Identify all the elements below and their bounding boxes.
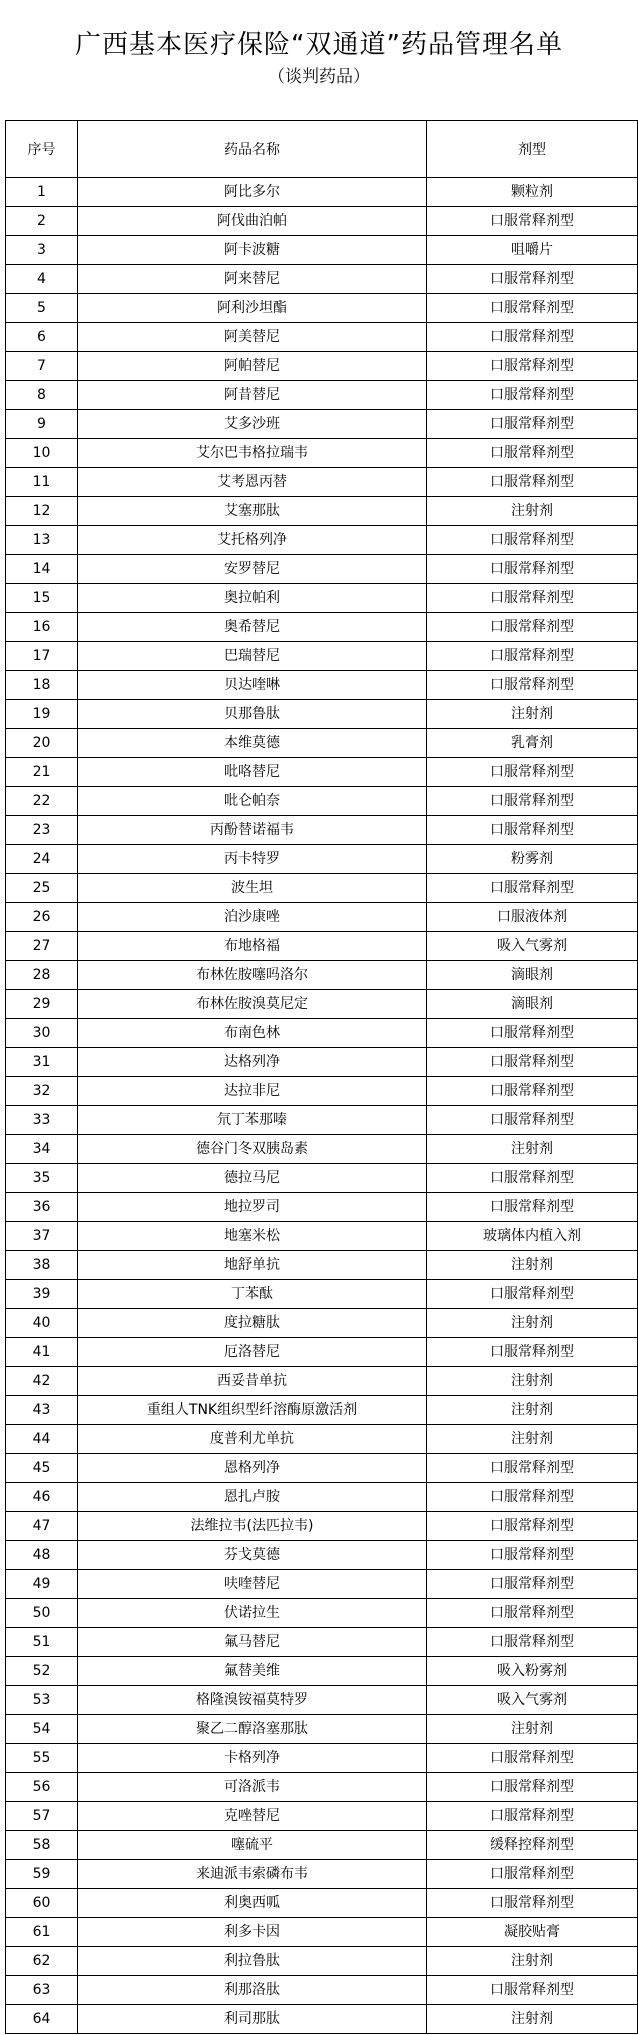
cell-serial-number: 15 xyxy=(6,584,78,613)
cell-serial-number: 41 xyxy=(6,1338,78,1367)
cell-dosage-form: 凝胶贴膏 xyxy=(427,1918,638,1947)
cell-serial-number: 58 xyxy=(6,1831,78,1860)
table-row xyxy=(6,874,638,903)
table-row xyxy=(6,1541,638,1570)
cell-serial-number: 26 xyxy=(6,903,78,932)
cell-dosage-form: 口服常释剂型 xyxy=(427,758,638,787)
cell-drug-name: 法维拉韦(法匹拉韦) xyxy=(78,1512,427,1541)
cell-drug-name: 奥希替尼 xyxy=(78,613,427,642)
cell-serial-number: 10 xyxy=(6,439,78,468)
table-row xyxy=(6,381,638,410)
cell-drug-name: 奥拉帕利 xyxy=(78,584,427,613)
cell-serial-number: 29 xyxy=(6,990,78,1019)
table-row xyxy=(6,700,638,729)
table-row xyxy=(6,1657,638,1686)
cell-serial-number: 63 xyxy=(6,1976,78,2005)
cell-dosage-form: 口服常释剂型 xyxy=(427,265,638,294)
cell-dosage-form: 口服常释剂型 xyxy=(427,1628,638,1657)
table-row xyxy=(6,439,638,468)
cell-dosage-form: 口服常释剂型 xyxy=(427,1019,638,1048)
cell-drug-name: 氟马替尼 xyxy=(78,1628,427,1657)
cell-dosage-form: 咀嚼片 xyxy=(427,236,638,265)
cell-serial-number: 13 xyxy=(6,526,78,555)
cell-serial-number: 55 xyxy=(6,1744,78,1773)
cell-dosage-form: 口服常释剂型 xyxy=(427,1280,638,1309)
cell-dosage-form: 粉雾剂 xyxy=(427,845,638,874)
cell-serial-number: 23 xyxy=(6,816,78,845)
table-row xyxy=(6,1483,638,1512)
cell-drug-name: 德拉马尼 xyxy=(78,1164,427,1193)
table-row xyxy=(6,903,638,932)
table-row xyxy=(6,1889,638,1918)
table-row xyxy=(6,1860,638,1889)
table-row xyxy=(6,1715,638,1744)
table-row xyxy=(6,1831,638,1860)
cell-drug-name: 度普利尤单抗 xyxy=(78,1425,427,1454)
cell-serial-number: 49 xyxy=(6,1570,78,1599)
table-row xyxy=(6,1918,638,1947)
cell-dosage-form: 口服常释剂型 xyxy=(427,816,638,845)
cell-serial-number: 53 xyxy=(6,1686,78,1715)
table-row xyxy=(6,816,638,845)
cell-serial-number: 36 xyxy=(6,1193,78,1222)
cell-serial-number: 6 xyxy=(6,323,78,352)
cell-dosage-form: 滴眼剂 xyxy=(427,990,638,1019)
cell-dosage-form: 注射剂 xyxy=(427,1947,638,1976)
cell-dosage-form: 口服常释剂型 xyxy=(427,555,638,584)
cell-dosage-form: 口服常释剂型 xyxy=(427,1338,638,1367)
cell-drug-name: 丙卡特罗 xyxy=(78,845,427,874)
cell-drug-name: 阿帕替尼 xyxy=(78,352,427,381)
table-row xyxy=(6,1512,638,1541)
table-row xyxy=(6,1570,638,1599)
table-row xyxy=(6,1164,638,1193)
cell-serial-number: 7 xyxy=(6,352,78,381)
cell-drug-name: 芬戈莫德 xyxy=(78,1541,427,1570)
table-row xyxy=(6,1280,638,1309)
cell-dosage-form: 口服常释剂型 xyxy=(427,1976,638,2005)
cell-dosage-form: 注射剂 xyxy=(427,497,638,526)
table-row xyxy=(6,526,638,555)
cell-drug-name: 氘丁苯那嗪 xyxy=(78,1106,427,1135)
cell-drug-name: 厄洛替尼 xyxy=(78,1338,427,1367)
cell-drug-name: 度拉糖肽 xyxy=(78,1309,427,1338)
cell-dosage-form: 口服常释剂型 xyxy=(427,1106,638,1135)
header-drug-name: 药品名称 xyxy=(78,121,427,178)
cell-dosage-form: 注射剂 xyxy=(427,2005,638,2034)
cell-serial-number: 64 xyxy=(6,2005,78,2034)
cell-drug-name: 阿比多尔 xyxy=(78,178,427,207)
cell-serial-number: 27 xyxy=(6,932,78,961)
cell-drug-name: 贝达喹啉 xyxy=(78,671,427,700)
cell-drug-name: 本维莫德 xyxy=(78,729,427,758)
table-row xyxy=(6,961,638,990)
cell-serial-number: 59 xyxy=(6,1860,78,1889)
cell-drug-name: 氟替美维 xyxy=(78,1657,427,1686)
cell-drug-name: 艾塞那肽 xyxy=(78,497,427,526)
cell-serial-number: 60 xyxy=(6,1889,78,1918)
table-row xyxy=(6,758,638,787)
cell-serial-number: 45 xyxy=(6,1454,78,1483)
cell-drug-name: 吡仑帕奈 xyxy=(78,787,427,816)
cell-drug-name: 丙酚替诺福韦 xyxy=(78,816,427,845)
cell-drug-name: 安罗替尼 xyxy=(78,555,427,584)
table-row xyxy=(6,1454,638,1483)
cell-drug-name: 布南色林 xyxy=(78,1019,427,1048)
header-serial-number: 序号 xyxy=(6,121,78,178)
cell-dosage-form: 口服常释剂型 xyxy=(427,352,638,381)
cell-serial-number: 40 xyxy=(6,1309,78,1338)
cell-serial-number: 21 xyxy=(6,758,78,787)
cell-drug-name: 贝那鲁肽 xyxy=(78,700,427,729)
cell-drug-name: 布林佐胺噻吗洛尔 xyxy=(78,961,427,990)
cell-dosage-form: 乳膏剂 xyxy=(427,729,638,758)
cell-dosage-form: 口服常释剂型 xyxy=(427,1164,638,1193)
cell-dosage-form: 口服常释剂型 xyxy=(427,1773,638,1802)
table-row xyxy=(6,845,638,874)
cell-drug-name: 阿昔替尼 xyxy=(78,381,427,410)
table-row xyxy=(6,2005,638,2034)
table-row xyxy=(6,1222,638,1251)
cell-serial-number: 19 xyxy=(6,700,78,729)
cell-dosage-form: 口服常释剂型 xyxy=(427,787,638,816)
cell-serial-number: 48 xyxy=(6,1541,78,1570)
table-row xyxy=(6,1599,638,1628)
cell-dosage-form: 注射剂 xyxy=(427,1135,638,1164)
cell-drug-name: 布林佐胺溴莫尼定 xyxy=(78,990,427,1019)
cell-serial-number: 4 xyxy=(6,265,78,294)
cell-drug-name: 西妥昔单抗 xyxy=(78,1367,427,1396)
table-row xyxy=(6,1425,638,1454)
table-row xyxy=(6,1251,638,1280)
table-header-row xyxy=(6,121,638,178)
table-body xyxy=(6,178,638,2034)
cell-drug-name: 丁苯酞 xyxy=(78,1280,427,1309)
cell-drug-name: 噻硫平 xyxy=(78,1831,427,1860)
cell-drug-name: 泊沙康唑 xyxy=(78,903,427,932)
cell-drug-name: 伏诺拉生 xyxy=(78,1599,427,1628)
cell-serial-number: 42 xyxy=(6,1367,78,1396)
cell-drug-name: 地拉罗司 xyxy=(78,1193,427,1222)
cell-serial-number: 28 xyxy=(6,961,78,990)
cell-dosage-form: 口服常释剂型 xyxy=(427,207,638,236)
table-row xyxy=(6,1106,638,1135)
cell-dosage-form: 缓释控释剂型 xyxy=(427,1831,638,1860)
cell-serial-number: 57 xyxy=(6,1802,78,1831)
cell-drug-name: 利那洛肽 xyxy=(78,1976,427,2005)
table-row xyxy=(6,1077,638,1106)
cell-drug-name: 吡咯替尼 xyxy=(78,758,427,787)
cell-drug-name: 恩格列净 xyxy=(78,1454,427,1483)
cell-dosage-form: 玻璃体内植入剂 xyxy=(427,1222,638,1251)
cell-dosage-form: 口服常释剂型 xyxy=(427,613,638,642)
cell-serial-number: 14 xyxy=(6,555,78,584)
cell-dosage-form: 吸入气雾剂 xyxy=(427,1686,638,1715)
cell-serial-number: 12 xyxy=(6,497,78,526)
table-row xyxy=(6,294,638,323)
table-row xyxy=(6,178,638,207)
cell-dosage-form: 口服常释剂型 xyxy=(427,874,638,903)
table-row xyxy=(6,787,638,816)
cell-serial-number: 44 xyxy=(6,1425,78,1454)
document-title: 广西基本医疗保险“双通道”药品管理名单 xyxy=(75,30,563,60)
cell-drug-name: 阿美替尼 xyxy=(78,323,427,352)
cell-serial-number: 5 xyxy=(6,294,78,323)
table-row xyxy=(6,1396,638,1425)
cell-dosage-form: 口服常释剂型 xyxy=(427,642,638,671)
cell-dosage-form: 注射剂 xyxy=(427,1396,638,1425)
table-row xyxy=(6,555,638,584)
cell-serial-number: 30 xyxy=(6,1019,78,1048)
table-row xyxy=(6,990,638,1019)
cell-dosage-form: 口服常释剂型 xyxy=(427,1889,638,1918)
cell-dosage-form: 口服常释剂型 xyxy=(427,1541,638,1570)
cell-drug-name: 聚乙二醇洛塞那肽 xyxy=(78,1715,427,1744)
cell-drug-name: 重组人TNK组织型纤溶酶原激活剂 xyxy=(78,1396,427,1425)
cell-drug-name: 阿卡波糖 xyxy=(78,236,427,265)
cell-serial-number: 52 xyxy=(6,1657,78,1686)
cell-serial-number: 31 xyxy=(6,1048,78,1077)
table-row xyxy=(6,352,638,381)
cell-dosage-form: 口服常释剂型 xyxy=(427,410,638,439)
header-dosage-form: 剂型 xyxy=(427,121,638,178)
cell-dosage-form: 口服液体剂 xyxy=(427,903,638,932)
cell-drug-name: 艾尔巴韦格拉瑞韦 xyxy=(78,439,427,468)
table-row xyxy=(6,729,638,758)
cell-serial-number: 9 xyxy=(6,410,78,439)
cell-serial-number: 2 xyxy=(6,207,78,236)
table-row xyxy=(6,584,638,613)
cell-drug-name: 布地格福 xyxy=(78,932,427,961)
cell-serial-number: 47 xyxy=(6,1512,78,1541)
table-row xyxy=(6,1947,638,1976)
table-row xyxy=(6,1367,638,1396)
cell-dosage-form: 注射剂 xyxy=(427,1425,638,1454)
cell-drug-name: 地塞米松 xyxy=(78,1222,427,1251)
cell-drug-name: 卡格列净 xyxy=(78,1744,427,1773)
cell-drug-name: 利拉鲁肽 xyxy=(78,1947,427,1976)
cell-drug-name: 艾考恩丙替 xyxy=(78,468,427,497)
cell-serial-number: 61 xyxy=(6,1918,78,1947)
cell-serial-number: 3 xyxy=(6,236,78,265)
cell-dosage-form: 注射剂 xyxy=(427,1251,638,1280)
cell-drug-name: 利奥西呱 xyxy=(78,1889,427,1918)
cell-serial-number: 16 xyxy=(6,613,78,642)
cell-serial-number: 32 xyxy=(6,1077,78,1106)
table-row xyxy=(6,265,638,294)
cell-drug-name: 利多卡因 xyxy=(78,1918,427,1947)
table-row xyxy=(6,497,638,526)
table-row xyxy=(6,642,638,671)
cell-dosage-form: 颗粒剂 xyxy=(427,178,638,207)
cell-drug-name: 恩扎卢胺 xyxy=(78,1483,427,1512)
table-row xyxy=(6,1135,638,1164)
cell-drug-name: 格隆溴铵福莫特罗 xyxy=(78,1686,427,1715)
cell-dosage-form: 吸入气雾剂 xyxy=(427,932,638,961)
cell-serial-number: 24 xyxy=(6,845,78,874)
cell-dosage-form: 口服常释剂型 xyxy=(427,671,638,700)
cell-dosage-form: 口服常释剂型 xyxy=(427,1048,638,1077)
cell-drug-name: 呋喹替尼 xyxy=(78,1570,427,1599)
table-row xyxy=(6,1338,638,1367)
table-row xyxy=(6,1048,638,1077)
cell-dosage-form: 口服常释剂型 xyxy=(427,584,638,613)
cell-drug-name: 可洛派韦 xyxy=(78,1773,427,1802)
cell-dosage-form: 注射剂 xyxy=(427,1309,638,1338)
cell-drug-name: 艾托格列净 xyxy=(78,526,427,555)
cell-serial-number: 17 xyxy=(6,642,78,671)
table-row xyxy=(6,468,638,497)
cell-dosage-form: 注射剂 xyxy=(427,1367,638,1396)
cell-serial-number: 39 xyxy=(6,1280,78,1309)
cell-serial-number: 25 xyxy=(6,874,78,903)
document-subtitle: （谈判药品） xyxy=(268,67,370,87)
drug-list-table xyxy=(5,120,638,2034)
cell-dosage-form: 口服常释剂型 xyxy=(427,1512,638,1541)
table-row xyxy=(6,323,638,352)
cell-serial-number: 56 xyxy=(6,1773,78,1802)
table-row xyxy=(6,207,638,236)
table-row xyxy=(6,1193,638,1222)
cell-drug-name: 艾多沙班 xyxy=(78,410,427,439)
cell-serial-number: 46 xyxy=(6,1483,78,1512)
table-row xyxy=(6,1802,638,1831)
cell-dosage-form: 注射剂 xyxy=(427,700,638,729)
cell-serial-number: 8 xyxy=(6,381,78,410)
cell-serial-number: 51 xyxy=(6,1628,78,1657)
cell-dosage-form: 口服常释剂型 xyxy=(427,381,638,410)
cell-drug-name: 阿利沙坦酯 xyxy=(78,294,427,323)
cell-dosage-form: 吸入粉雾剂 xyxy=(427,1657,638,1686)
cell-drug-name: 克唑替尼 xyxy=(78,1802,427,1831)
cell-dosage-form: 口服常释剂型 xyxy=(427,468,638,497)
table-row xyxy=(6,1628,638,1657)
table-row xyxy=(6,932,638,961)
table-row xyxy=(6,1744,638,1773)
cell-serial-number: 54 xyxy=(6,1715,78,1744)
table-row xyxy=(6,671,638,700)
cell-serial-number: 62 xyxy=(6,1947,78,1976)
table-row xyxy=(6,236,638,265)
table-row xyxy=(6,410,638,439)
cell-serial-number: 20 xyxy=(6,729,78,758)
table-row xyxy=(6,1019,638,1048)
cell-dosage-form: 口服常释剂型 xyxy=(427,1454,638,1483)
cell-serial-number: 35 xyxy=(6,1164,78,1193)
table-row xyxy=(6,1773,638,1802)
cell-drug-name: 阿来替尼 xyxy=(78,265,427,294)
cell-drug-name: 来迪派韦索磷布韦 xyxy=(78,1860,427,1889)
cell-dosage-form: 口服常释剂型 xyxy=(427,1599,638,1628)
cell-drug-name: 巴瑞替尼 xyxy=(78,642,427,671)
cell-serial-number: 22 xyxy=(6,787,78,816)
cell-dosage-form: 口服常释剂型 xyxy=(427,1077,638,1106)
cell-serial-number: 11 xyxy=(6,468,78,497)
table-row xyxy=(6,613,638,642)
cell-dosage-form: 口服常释剂型 xyxy=(427,1744,638,1773)
cell-serial-number: 34 xyxy=(6,1135,78,1164)
cell-drug-name: 德谷门冬双胰岛素 xyxy=(78,1135,427,1164)
table-row xyxy=(6,1686,638,1715)
cell-serial-number: 50 xyxy=(6,1599,78,1628)
cell-dosage-form: 滴眼剂 xyxy=(427,961,638,990)
cell-serial-number: 43 xyxy=(6,1396,78,1425)
cell-drug-name: 达格列净 xyxy=(78,1048,427,1077)
cell-dosage-form: 口服常释剂型 xyxy=(427,439,638,468)
cell-drug-name: 利司那肽 xyxy=(78,2005,427,2034)
cell-dosage-form: 口服常释剂型 xyxy=(427,1860,638,1889)
cell-serial-number: 18 xyxy=(6,671,78,700)
table-row xyxy=(6,1976,638,2005)
cell-dosage-form: 口服常释剂型 xyxy=(427,1570,638,1599)
cell-serial-number: 1 xyxy=(6,178,78,207)
cell-dosage-form: 口服常释剂型 xyxy=(427,323,638,352)
cell-serial-number: 37 xyxy=(6,1222,78,1251)
cell-dosage-form: 注射剂 xyxy=(427,1715,638,1744)
cell-serial-number: 38 xyxy=(6,1251,78,1280)
cell-serial-number: 33 xyxy=(6,1106,78,1135)
cell-drug-name: 地舒单抗 xyxy=(78,1251,427,1280)
cell-dosage-form: 口服常释剂型 xyxy=(427,1483,638,1512)
cell-drug-name: 阿伐曲泊帕 xyxy=(78,207,427,236)
cell-drug-name: 波生坦 xyxy=(78,874,427,903)
cell-dosage-form: 口服常释剂型 xyxy=(427,1802,638,1831)
cell-dosage-form: 口服常释剂型 xyxy=(427,294,638,323)
cell-dosage-form: 口服常释剂型 xyxy=(427,526,638,555)
cell-dosage-form: 口服常释剂型 xyxy=(427,1193,638,1222)
cell-drug-name: 达拉非尼 xyxy=(78,1077,427,1106)
table-row xyxy=(6,1309,638,1338)
